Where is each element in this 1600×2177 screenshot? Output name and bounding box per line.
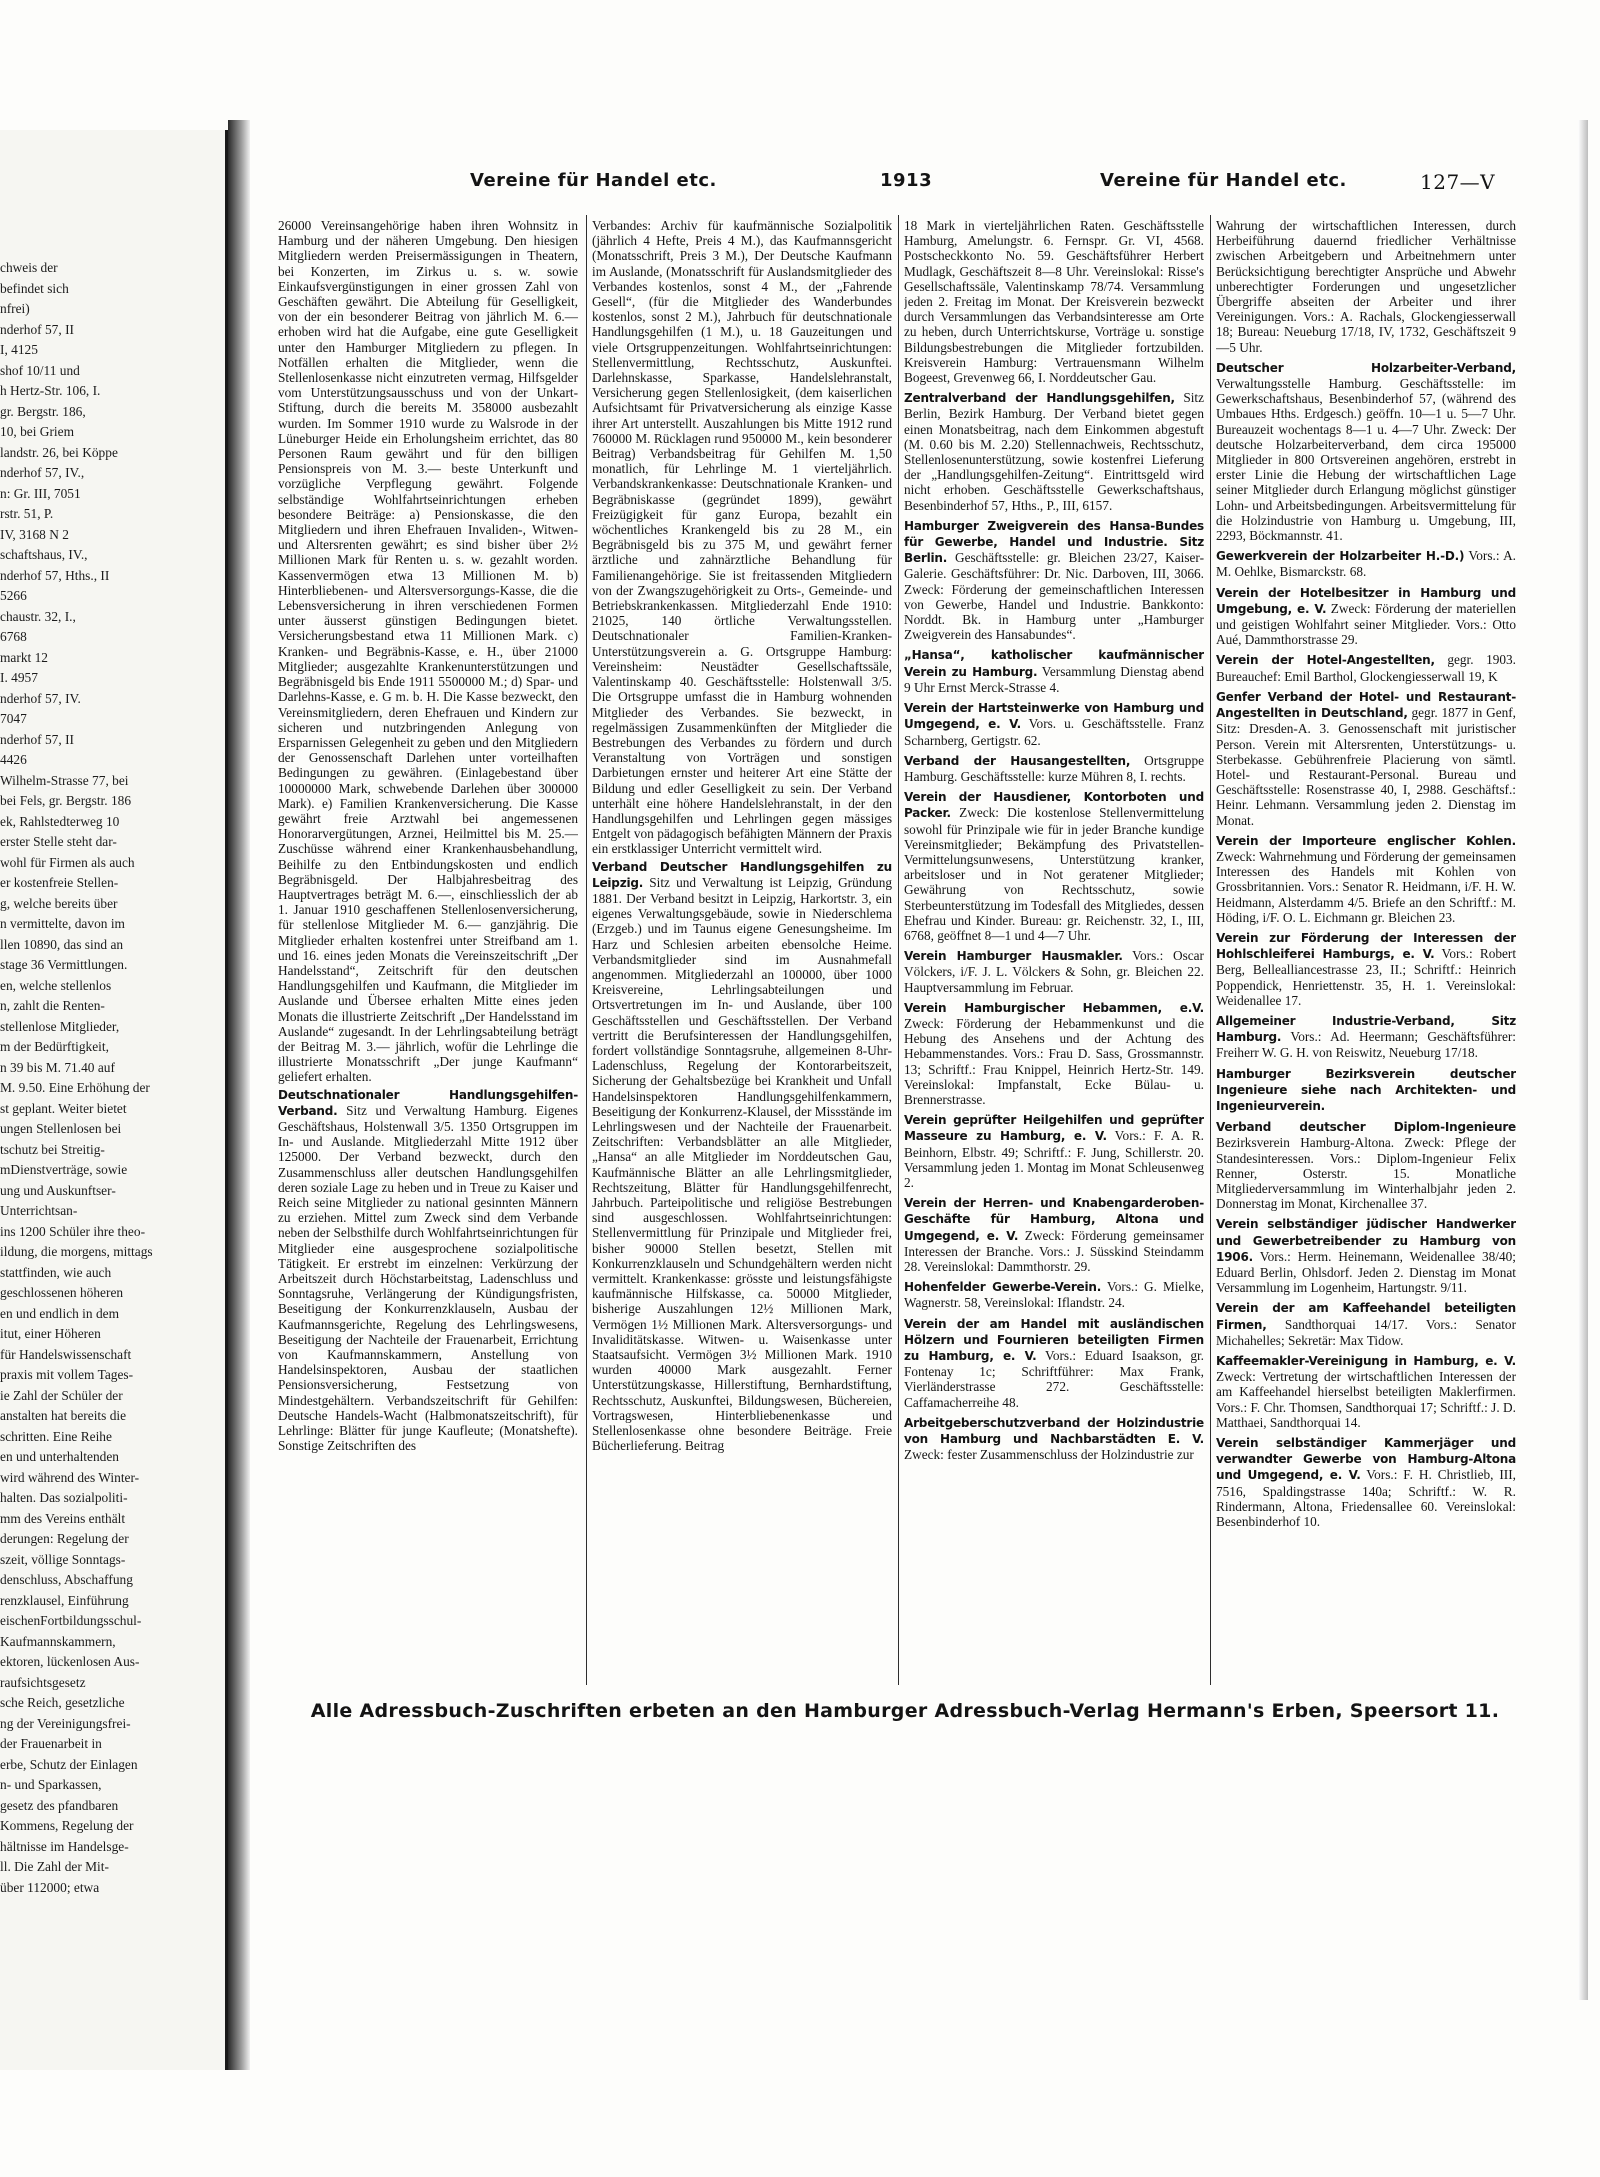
entry-text: Vors.: F. A. R. Beinhorn, Elbstr. 49; Schriftf.: F. Jung, Schillerstr. 20. Versammlung jeden 1. Montag im Monat Schleusenweg 2. [904, 1128, 1204, 1190]
entry-title: Verband der Hausangestellten, [904, 753, 1131, 768]
facing-page-line: ie Zahl der Schüler der [0, 1387, 123, 1403]
entry [1216, 1216, 1516, 1295]
facing-page-line: nderhof 57, IV. [0, 690, 81, 706]
column-rule [586, 215, 587, 1685]
entry-text: Sitz und Verwaltung ist Leipzig, Gründung 1881. Der Verband besitzt in Leipzig, Harkortstr. 3, ein eigenes Verwaltungsgebäude, sowie in Niederschlema (Erzgeb.) und im Taunus eigene Genesungsheime. Im Harz und Schlesien arbeiten ebensolche Heime. Verbandsmitglieder sind im Ausnahmefall angenommen. Mitgliederzahl an 100000, über 1000 Kreisvereine, Lehrlingsabteilungen und Ortsvertretungen im In- und Auslande, über 100 Geschäftsstellen und Geschäftsstellen. Der Verband vertritt die Berufsinteressen der Handlungsgehilfen, fordert vollständige Sonntagsruhe, allgemeinen 8-Uhr-Ladenschluss, Regelung der Kontorarbeitszeit, Sicherung der Gehaltsbezüge bei Krankheit und Unfall Handelsinspektoren Handlungsgehilfenkammern, Beseitigung der Konkurrenz-Klausel, der Missstände im Lehrlingswesen und der Nachteile der Frauenarbeit. Zeitschriften: Verbandsblätter an alle Mitglieder, „Hansa“ an alle Mitglieder im Norddeutschen Gau, Kaufmännische Blätter an alle Lehrlingsmitglieder, Rechtszeitung, Blätter für Handlungsgehilfenrecht, Jahrbuch. Parteipolitische und religiöse Bestrebungen sind ausgeschlossen. Wohlfahrtseinrichtungen: Stellenvermittlung für Prinzipale und Mitglieder frei, bisher 90000 Stellen besetzt, Stellen mit Konkurrenzklauseln und Schundgehältern werden nicht vermittelt. Krankenkasse: grösste und leistungsfähigste kaufmännische Hilfskasse, ca. 50000 Mitglieder, bisherige Auszahlungen 12½ Millionen Mark, Vermögen 1½ Millionen Mark. Altersversorgungs- und Invaliditätskasse. Witwen- u. Waisenkasse unter Staatsaufsicht. Vermögen 3½ Millionen Mark. 1910 wurden 40000 Mark ausgezahlt. Ferner Unterstützungskasse, Hillerstiftung, Bernhardstiftung, Rechtsschutz, Auskunftei, Bildungswesen, Büchereien, Vortragswesen, Hinterbliebenenkasse und Stellenlosenkasse ohne besondere Beiträge. Freie Bücherlieferung. Beitrag [592, 874, 892, 1454]
entry [904, 647, 1204, 695]
facing-page-line: ung und Auskunftser- [0, 1182, 116, 1198]
entry-title: Verein der Hotel-Angestellten, [1216, 653, 1435, 668]
entry-text: 18 Mark in vierteljährlichen Raten. Geschäftsstelle Hamburg, Amelungstr. 6. Fernspr. Gr. VI, 4568. Postscheckkonto No. 59. Geschäftsführer Herbert Mudlagk, Geschäftszeit 8—8 Uhr. Vereinslokal: Risse's Gesellschaftssäle, Valentinskamp 78/74. Versammlung jeden 2. Freitag im Monat. Der Kreisverein bezweckt durch Versammlungen das Verbandsinteresse am Orte zu heben, durch Unterrichtskurse, Vorträge u. sonstige Bildungsbestrebungen die Mitglieder fortzubilden. Kreisverein Hamburg: Vertrauensmann Wilhelm Bogeest, Grevenweg 66, I. Norddeutscher Gau. [904, 218, 1204, 386]
column-rule [898, 215, 899, 1685]
entry-title: Verein der am Handel mit ausländischen Hölzern und Fournieren beteiligten Firmen zu Hamburg, e. V. [904, 1316, 1204, 1364]
facing-page-line: I, 4125 [0, 342, 38, 357]
entry [1216, 689, 1516, 828]
entry-text: Vors. u. Geschäftsstelle. Franz Scharnberg, Gertigstr. 62. [904, 716, 1204, 748]
facing-page-line: g, welche bereits über [0, 895, 118, 911]
facing-page-line: der Frauenarbeit in [0, 1736, 102, 1751]
facing-page-line: llen 10890, das sind an [0, 936, 124, 952]
facing-page-line: sche Reich, gesetzliche [0, 1695, 125, 1710]
running-header [270, 170, 1570, 204]
entry [904, 1279, 1204, 1310]
facing-page-line: Unterrichtsan- [0, 1203, 78, 1218]
entry [1216, 1119, 1516, 1211]
facing-page-line: landstr. 26, bei Köppe [0, 444, 118, 460]
facing-page-line: 7047 [0, 711, 27, 726]
facing-page-line: nderhof 57, IV., [0, 465, 85, 480]
facing-page-line: m der Bedürftigkeit, [0, 1039, 109, 1054]
entry-title: Genfer Verband der Hotel- und Restaurant-Angestellten in Deutschland, [1216, 689, 1516, 721]
facing-page-line: n: Gr. III, 7051 [0, 485, 81, 501]
column-1 [278, 218, 578, 1668]
entry-title: Verein der Herren- und Knabengarderoben-Geschäfte für Hamburg, Altona und Umgegend, e. V. [904, 1196, 1204, 1243]
facing-page-line: bei Fels, gr. Bergstr. 186 [0, 793, 132, 808]
facing-page-line: eischenFortbildungsschul- [0, 1613, 142, 1628]
facing-page-line: n, zahlt die Renten- [0, 998, 105, 1013]
facing-page-line: ll. Die Zahl der Mit- [0, 1859, 109, 1874]
entry-title: Zentralverband der Handlungsgehilfen, [904, 391, 1175, 406]
entry-text: Vors.: Oscar Völckers, i/F. J. L. Völckers & Sohn, gr. Bleichen 22. Hauptversammlung im Februar. [904, 948, 1204, 995]
facing-page-line: wohl für Firmen als auch [0, 854, 135, 870]
facing-page-line: 4426 [0, 752, 27, 767]
entry-title: Verein der Importeure englischer Kohlen. [1216, 833, 1516, 848]
header-right-title: Vereine für Handel etc. [1100, 170, 1347, 191]
entry-text: Bezirksverein Hamburg-Altona. Zweck: Pflege der Standesinteressen. Vors.: Diplom-Ingenieur Felix Renner, Osterstr. 15. Monatliche Mitgliederversammlung im Winterhalbjahr jeden 2. Donnerstag im Monat, Kirchenallee 37. [1216, 1135, 1516, 1212]
entry-title: Hamburger Bezirksverein deutscher Ingenieure siehe nach Architekten- und Ingenieurverein. [1216, 1066, 1516, 1113]
facing-page-line: n vermittelte, davon im [0, 916, 125, 931]
facing-page-line: mm des Vereins enthält [0, 1510, 126, 1526]
entry-title: Gewerkverein der Holzarbeiter H.-D.) [1216, 549, 1465, 564]
facing-page-line: ektoren, lückenlosen Aus- [0, 1654, 140, 1669]
facing-page-line: anstalten hat bereits die [0, 1408, 127, 1423]
facing-page-line: befindet sich [0, 280, 69, 296]
facing-page-line: szeit, völlige Sonntags- [0, 1551, 126, 1567]
facing-page-line: hältnisse im Handelsge- [0, 1838, 129, 1854]
entry [904, 700, 1204, 748]
entry-text: gegr. 1877 in Genf, Sitz: Dresden-A. 3. Genossenschaft mit juristischer Person. Verein mit Altersrenten, Unterstützungs- u. Sterbekasse. Gebührenfreie Placierung von sämtl. Hotel- und Restaurant-Personal. Bureau und Geschäftsstelle: Rosenstrasse 40, I, 2988. Geschäftsf.: Heinr. Lehmann. Versammlung jeden 2. Dienstag im Monat. [1216, 705, 1516, 828]
facing-page-line: 5266 [0, 588, 27, 603]
entry-text: Wahrung der wirtschaftlichen Interessen, durch Herbeiführung dauernd friedlicher Verhältnisse zwischen Arbeitgebern und Arbeitnehmern unter Berücksichtigung berechtigter Ansprüche und Abwehr unberechtigter Forderungen und ungesetzlicher Übergriffe abseiten der Arbeiter und ihrer Vereinigungen. Vors.: A. Rachals, Glockengiesserwall 18; Bureau: Neueburg 17/18, IV, 1732, Geschäftszeit 9—5 Uhr. [1216, 218, 1516, 355]
facing-page-line: en und endlich in dem [0, 1305, 119, 1321]
facing-page-line: nderhof 57, II [0, 731, 74, 747]
facing-page-line: n 39 bis M. 71.40 auf [0, 1059, 115, 1075]
entry [1216, 930, 1516, 1008]
facing-page-line: en, welche stellenlos [0, 977, 112, 993]
facing-page-line: ins 1200 Schüler ihre theo- [0, 1223, 146, 1239]
entry-text: Sitz und Verwaltung Hamburg. Eigenes Geschäftshaus, Holstenwall 3/5. 1350 Ortsgruppen im In- und Auslande. Mitgliederzahl Mitte 1912 über 125000. Der Verband bezweckt, durch den Zusammenschluss aller deutschen Handlungsgehilfen deren soziale Lage zu heben und in Treue zu Kaiser und Reich seine Mitglieder zu national gesinnten Männern zu erziehen. Mittel zum Zweck sind dem Verbande neben der Selbsthilfe durch Wohlfahrtseinrichtungen für Mitglieder eine ausgesprochene sozialpolitische Tätigkeit. Er erstrebt im einzelnen: Verkürzung der Arbeitszeit durch Höchstarbeitstag, Ladenschluss und Sonntagsruhe, Verlängerung der Kündigungsfristen, Beseitigung der Konkurrenzklauseln, Ausbau der Kaufmannsgerichte, Regelung des Lehrlingswesens, Beseitigung der Nachteile der Frauenarbeit, Errichtung von Kaufmannskammern, Anstellung von Handelsinspektoren, Ausbau der staatlichen Pensionsversicherung, Festsetzung von Mindestgehältern. Verbandszeitschrift für Gehilfen: Deutsche Handels-Wacht (Halbmonatszeitschrift), für Lehrlinge: Blätter für junge Kaufleute; (Monatshefte). Sonstige Zeitschriften des [278, 1102, 578, 1454]
entry-title: Hohenfelder Gewerbe-Verein. [904, 1280, 1102, 1295]
book-gutter [228, 120, 250, 2070]
entry-text: Vors.: Ad. Heermann; Geschäftsführer: Freiherr W. G. H. von Reiswitz, Neueburg 17/18. [1216, 1029, 1516, 1061]
entry-title: Verband deutscher Diplom-Ingenieure [1216, 1120, 1516, 1135]
entry [1216, 548, 1516, 579]
entry [278, 1087, 578, 1454]
entry-text: Zweck: Vertretung der wirtschaftlichen Interessen der am Kaffeehandel hierselbst beteiligten Maklerfirmen. Vors.: F. Chr. Thomsen, Sandthorquai 17; Schriftf.: J. D. Matthaei, Sandthorquai 14. [1216, 1369, 1516, 1430]
entry-text: Sandthorquai 14/17. Vors.: Senator Michahelles; Sekretär: Max Tidow. [1216, 1316, 1516, 1348]
entry-text: Sitz Berlin, Bezirk Hamburg. Der Verband bietet gegen einen Monatsbeitrag, nach dem Einkommen abgestuft (M. 0.60 bis M. 2.20) Stellennachweis, Rechtsschutz, Stellenlosenunterstützung, sowie kostenfrei Lieferung der „Handlungsgehilfen-Zeitung“. Eintrittsgeld wird nicht erhoben. Geschäftsstelle Gewerkschaftshaus, Besenbinderhof 57, Hths., P., III, 6157. [904, 390, 1204, 513]
entry [1216, 652, 1516, 683]
facing-page-line: rstr. 51, P. [0, 506, 54, 521]
entry-title: Verein geprüfter Heilgehilfen und geprüfter Masseure zu Hamburg, e. V. [904, 1113, 1204, 1144]
entry-title: Verein selbständiger Kammerjäger und verwandter Gewerbe von Hamburg-Altona und Umgegend, e. V. [1216, 1436, 1516, 1483]
entry-text: Vors.: A. M. Oehlke, Bismarckstr. 68. [1216, 548, 1516, 580]
entry [904, 789, 1204, 943]
entry-title: Verein der Hausdiener, Kontorboten und Packer. [904, 790, 1204, 821]
entry [904, 518, 1204, 643]
entry-title: Allgemeiner Industrie-Verband, Sitz Hamburg. [1216, 1013, 1516, 1045]
column-3 [904, 218, 1204, 1668]
facing-page-line: IV, 3168 N 2 [0, 526, 69, 542]
facing-page-line: ildung, die morgens, mittags [0, 1244, 153, 1259]
page-number: 127—V [1420, 170, 1496, 194]
facing-page-line: stage 36 Vermittlungen. [0, 957, 128, 972]
entry [904, 1195, 1204, 1274]
entry [592, 859, 892, 1454]
facing-page-line: h Hertz-Str. 106, I. [0, 383, 101, 398]
entry [1216, 833, 1516, 925]
header-year: 1913 [880, 170, 933, 191]
column-4 [1216, 218, 1516, 1668]
facing-page-line: Kommens, Regelung der [0, 1818, 134, 1833]
facing-page-line: I. 4957 [0, 670, 38, 685]
entry-text: Vors.: Herm. Heinemann, Weidenallee 38/40; Eduard Berlin, Ohlsdorf. Jeden 2. Dienstag im Monat Versammlung im Logenheim, Hartungstr. 9/11. [1216, 1248, 1516, 1296]
facing-page-line: nfrei) [0, 301, 30, 316]
entry-title: Deutscher Holzarbeiter-Verband, [1216, 360, 1516, 375]
entry-text: Zweck: Förderung der materiellen und geistigen Wohlfahrt seiner Mitglieder. Vors.: Otto Aué, Dammthorstrasse 29. [1216, 600, 1516, 648]
facing-page-line: stattfinden, wie auch [0, 1264, 112, 1280]
facing-page-line: schaftshaus, IV., [0, 547, 88, 562]
facing-page-line: denschluss, Abschaffung [0, 1572, 133, 1587]
facing-page-line: erbe, Schutz der Einlagen [0, 1756, 138, 1772]
facing-page-line: wird während des Winter- [0, 1469, 140, 1485]
entry-text: Versammlung Dienstag abend 9 Uhr Ernst Merck-Strasse 4. [904, 663, 1204, 695]
entry [904, 390, 1204, 513]
entry-text: Zweck: fester Zusammenschluss der Holzindustrie zur [904, 1447, 1194, 1463]
entry [1216, 585, 1516, 648]
column-2 [592, 218, 892, 1668]
entry [904, 753, 1204, 784]
entry [1216, 218, 1516, 355]
entry-text: Geschäftsstelle: gr. Bleichen 23/27, Kaiser-Galerie. Geschäftsführer: Dr. Nic. Darboven, III, 3066. Zweck: Förderung der gemeinschaftlichen Interessen von Gewerbe, Handel und Industrie. Bankkonto: Norddt. Bk. in Hamburg unter „Hamburger Zweigverein des Hansabundes“. [904, 550, 1204, 643]
facing-page-line: st geplant. Weiter bietet [0, 1100, 127, 1116]
facing-page-line: praxis mit vollem Tages- [0, 1367, 134, 1382]
entry [1216, 1353, 1516, 1430]
facing-page-line: Kaufmannskammern, [0, 1633, 116, 1649]
entry-title: Verein selbständiger jüdischer Handwerker und Gewerbetreibender zu Hamburg von 1906. [1216, 1217, 1516, 1264]
facing-page-line: n- und Sparkassen, [0, 1777, 102, 1792]
facing-page-line: itut, einer Höheren [0, 1326, 101, 1341]
facing-page-line: erster Stelle steht dar- [0, 834, 117, 849]
entry [1216, 1435, 1516, 1529]
facing-page-line: Wilhelm-Strasse 77, bei [0, 772, 129, 788]
entry [1216, 1066, 1516, 1115]
entry-title: Arbeitgeberschutzverband der Holzindustrie von Hamburg und Nachbarstädten E. V. [904, 1415, 1204, 1447]
facing-page-line: en und unterhaltenden [0, 1449, 119, 1464]
facing-page-line: ek, Rahlstedterweg 10 [0, 813, 120, 829]
entry [1216, 1300, 1516, 1348]
entry-text: Vors.: G. Mielke, Wagnerstr. 58, Vereinslokal: Iflandstr. 24. [904, 1279, 1204, 1311]
facing-page-line: ungen Stellenlosen bei [0, 1121, 122, 1136]
facing-page-line: gr. Bergstr. 186, [0, 403, 86, 419]
entry [904, 1415, 1204, 1463]
entry-text: Zweck: Die kostenlose Stellenvermittelung sowohl für Prinzipale wie für in jeder Branche kundige Vereinsmitglieder; Bekämpfung des Privatstellen-Vermittelungsunwesens, Unterstützung kranker, arbeitsloser und in Not geratener Mitglieder; Gewährung von Rechtsschutz, sowie Sterbeunterstützung im Todesfall des Mitgliedes, dessen Ehefrau und Kinder. Bureau: gr. Reichenstr. 32, I., III, 6768, geöffnet 8—1 und 4—7 Uhr. [904, 805, 1204, 943]
facing-page-line: chaustr. 32, I., [0, 608, 76, 624]
entry-title: Verein der Hotelbesitzer in Hamburg und Umgebung, e. V. [1216, 585, 1516, 616]
entry-title: Kaffeemakler-Vereinigung in Hamburg, e. V. [1216, 1354, 1516, 1369]
facing-page-line: über 112000; etwa [0, 1879, 100, 1895]
header-left-title: Vereine für Handel etc. [470, 170, 717, 191]
entry-text: Ortsgruppe Hamburg. Geschäftsstelle: kurze Mühren 8, I. rechts. [904, 752, 1204, 784]
entry-text: gegr. 1903. Bureauchef: Emil Barthol, Glockengiesserwall 19, K [1216, 652, 1516, 684]
entry-title: Verband Deutscher Handlungsgehilfen zu Leipzig. [592, 859, 892, 890]
facing-page-line: mDienstverträge, sowie [0, 1162, 128, 1177]
facing-page-line: nderhof 57, Hths., II [0, 567, 110, 583]
entry-title: „Hansa“, katholischer kaufmännischer Verein zu Hamburg. [904, 648, 1204, 679]
facing-page-line: nderhof 57, II [0, 321, 74, 337]
entry-text: Verbandes: Archiv für kaufmännische Sozialpolitik (jährlich 4 Hefte, Preis 4 M.), das Kaufmannsgericht (Monatsschrift, Preis 3 M.), Der Deutsche Kaufmann im Auslande, (Monatsschrift für Auslandsmitglieder des Verbandes kostenlos, sonst 4 M., der „Fahrende Gesell“, (für die Mitglieder des Wanderbundes kostenlos, sonst 2 M.), Jahrbuch für deutschnationale Handlungsgehilfen (1 M.), u. 18 Gauzeitungen und viele Ortsgruppenzeitungen. Wohlfahrtseinrichtungen: Stellenvermittlung, Rechtsschutz, Auskunftei. Darlehnskasse, Sparkasse, Handelslehranstalt, Versicherung gegen Stellenlosigkeit, (dem kaiserlichen Aufsichtsamt für Privatversicherung als einzige Kasse ihrer Art unterstellt. Auszahlungen bis Mitte 1912 rund 760000 M. Rücklagen rund 950000 M., kein besonderer Beitrag) Verbandsbeitrag für Gehilfen M. 1,50 monatlich, für Lehrlinge M. 1 vierteljährlich. Verbandskrankenkasse: Deutschnationale Kranken- und Begräbniskasse (gegründet 1899), gewährt Freizügigkeit für ganz Europa, bezahlt ein wöchentliches Krankengeld bis zu 28 M., ein Begräbnisgeld bis zu 375 M, und gewährt ferner ärztliche und zahnärztliche Behandlung für Familienangehörige. Sie ist freitassenden Mitgliedern von der Zwangszugehörigkeit zu Orts-, Gemeinde- und Betriebskrankenkassen. Mitgliederzahl Ende 1910: 21025, 140 örtliche Verwaltungsstellen. Deutschnationaler Familien-Kranken-Unterstützungsverein a. G. Ortsgruppe Hamburg: Vereinsheim: Neustädter Gesellschaftssäle, Valentinskamp 40. Geschäftsstelle: Holstenwall 3/5. Die Ortsgruppe umfasst die in Hamburg wohnenden Mitglieder des Verbandes. Sie bezweckt, in regelmässigen Zusammenkünften der Mitglieder die Bestrebungen des Verbandes zu fördern und durch Veranstaltung von Vorträgen und sonstigen Darbietungen ernster und heiterer Art eine Stätte der Bildung und edler Geselligkeit zu sein. Der Verband unterhält eine höhere Handelslehranstalt, in der den Handlungsgehilfen und Lehrlingen gegen mässiges Entgelt von pädagogisch befähigten Männern der Praxis ein erstklassiger Unterricht vermittelt wird. [592, 218, 892, 857]
facing-page-line: 6768 [0, 629, 27, 644]
entry [904, 218, 1204, 385]
entry [904, 1112, 1204, 1190]
facing-page-line: er kostenfreie Stellen- [0, 875, 119, 890]
entry-text: Zweck: Wahrnehmung und Förderung der gemeinsamen Interessen des Handels mit Kohlen von Grossbritannien. Vors.: Senator R. Heidmann, i/F. H. W. Heidmann, Alsterdamm 4/5. Briefe an den Schriftf.: M. Höding, i/F. O. L. Eichmann gr. Bleichen 23. [1216, 848, 1516, 925]
facing-page-line: M. 9.50. Eine Erhöhung der [0, 1080, 150, 1095]
entry [904, 1000, 1204, 1107]
facing-page-line: tschutz bei Streitig- [0, 1141, 105, 1157]
facing-page-line: für Handelswissenschaft [0, 1346, 132, 1362]
entry-title: Verein der Hartsteinwerke von Hamburg und Umgegend, e. V. [904, 701, 1204, 732]
entry-text: Vors.: Robert Berg, Bellealliancestrasse 23, II.; Schriftf.: Heinrich Poppendick, Henriettenstr. 35, H. 1. Vereinslokal: Weidenallee 17. [1216, 946, 1516, 1008]
facing-page-line: renzklausel, Einführung [0, 1592, 129, 1608]
entry-title: Deutschnationaler Handlungsgehilfen-Verband. [278, 1087, 578, 1118]
facing-page-line: stellenlose Mitglieder, [0, 1018, 120, 1034]
facing-page-line: shof 10/11 und [0, 362, 80, 378]
facing-page-line: markt 12 [0, 649, 48, 665]
facing-page-line: derungen: Regelung der [0, 1531, 129, 1546]
entry [1216, 360, 1516, 543]
entry-title: Verein zur Förderung der Interessen der Hohlschleiferei Hamburgs, e. V. [1216, 930, 1516, 962]
entry-text: Zweck: Förderung gemeinsamer Interessen der Branche. Vors.: J. Süsskind Steindamm 28. Vereinslokal: Dammthorstr. 29. [904, 1227, 1204, 1274]
entry-title: Verein der am Kaffeehandel beteiligten Firmen, [1216, 1301, 1516, 1332]
facing-page-line: chweis der [0, 260, 58, 275]
entry-text: 26000 Vereinsangehörige haben ihren Wohnsitz in Hamburg und der näheren Umgebung. Den hiesigen Mitgliedern werden Preisermässigungen in Theatern, bei Konzerten, im Zirkus u. s. w. sowie Einkaufsvergünstigungen in einer grossen Zahl von Geschäften gewährt. Die Abteilung für Geselligkeit, von der ein besonderer Beitrag von jährlich M. 6.— erhoben wird hat die Aufgabe, eine gute Geselligkeit unter den Hamburger Mitgliedern zu pflegen. In Notfällen erhalten die Mitglieder, wenn die Stellenlosenkasse nicht einzutreten vermag, Hilfsgelder vom Unterstützungsausschuss und von der Unkart-Stiftung, durch die bereits M. 358000 ausbezahlt wurden. Im Sommer 1910 wurde zu Walsrode in der Lüneburger Heide ein Erholungsheim errichtet, das 80 Personen Raum gewährt und für den billigen Pensionspreis von M. 3.— beste Unterkunft und vorzügliche Verpflegung gewährt. Folgende selbständige Wohlfahrtseinrichtungen erheben besondere Beiträge: a) Pensionskasse, die den Mitgliedern und ihren Ehefrauen Invaliden-, Witwen- und Altersrenten gewährt; es sind bisher über 2½ Millionen Mark für Renten u. s. w. gezahlt worden. Kassenvermögen etwa 13 Millionen M. b) Hinterbliebenen- und Altersversorgungs-Kasse, die die Lebensversicherung in ihren verschiedenen Formen unter äusserst günstigen Bedingungen bietet. Versicherungsbestand etwa 11 Millionen Mark. c) Kranken- und Begräbnis-Kasse, e. H., über 21000 Mitglieder; ausgezahlte Krankenunterstützungen und Begräbnisgeld bis Ende 1911 5500000 M.; d) Spar- und Darlehns-Kasse, e. G m. b. H. Die Kasse bezweckt, den Vereinsmitgliedern, deren Ehefrauen und Kindern zur sicheren und nutzbringenden Anlegung von Ersparnissen Gelegenheit zu geben und den Mitgliedern der Genossenschaft Darlehen unter vorteilhaften Bedingungen zu gewähren. (Einlagebestand über 10000000 Mark, schwebende Darlehen über 300000 Mark). e) Familien Krankenversicherung. Die Kasse gewährt freie Arztwahl bei angemessenen Honorarvergütungen, Arznei, Heilmittel bis M. 25.— Zuschüsse während einer Krankenhausbehandlung, Beihilfe zu den Entbindungskosten und endlich Begräbnisgeld. Der Halbjahresbeitrag des Hauptvertrages beträgt M. 6.—, einschliesslich der ab 1. Januar 1910 geschaffenen Stellenlosenversicherung, für stellenlose Mitglieder M. 6.— ganzjährig. Die Mitglieder erhalten kostenfrei unter Streifband am 1. und 16. eines jeden Monats die Vereinszeitschrift „Der Handelsstand“, Zeitschrift für den deutschen Handlungsgehilfen und Kaufmann, die Mitglieder im Auslande und Übersee erhalten Mitte eines jeden Monats die illustrierte Zeitschrift „Der Handelsstand im Auslande“ zugesandt. In der Lehrlingsabteilung beträgt der Beitrag M. 3.— jährlich, wofür die Lehrlinge die illustrierte Monatsschrift „Der junge Kaufmann“ geliefert erhalten. [278, 218, 578, 1085]
entry-text: Verwaltungsstelle Hamburg. Geschäftsstelle: im Gewerkschaftshaus, Besenbinderhof 57, (während des Umbaues Hths. Erdgesch.) geöffn. 10—1 u. 5—7 Uhr. Bureauzeit wochentags 8—1 u. 4—7 Uhr. Zweck: Der deutsche Holzarbeiterverband, dem circa 195000 Mitglieder in 800 Ortsvereinen angehören, erstrebt in erster Linie die Hebung der wirtschaftlichen Lage seiner Mitglieder durch Erlangung möglichst günstiger Lohn- und Arbeitsbedingungen. Arbeitsvermittelung für die Holzindustrie von Hamburg u. Umgebung, III, 2293, Böckmannstr. 41. [1216, 376, 1516, 544]
facing-page-line: gesetz des pfandbaren [0, 1797, 119, 1813]
facing-page-fragment [0, 130, 228, 2070]
entry [904, 948, 1204, 995]
entry-title: Verein Hamburgischer Hebammen, e.V. [904, 1000, 1204, 1015]
entry [1216, 1013, 1516, 1061]
column-rule [1210, 215, 1211, 1685]
entry-title: Hamburger Zweigverein des Hansa-Bundes für Gewerbe, Handel und Industrie. Sitz Berlin. [904, 518, 1204, 566]
page-edge [1578, 120, 1588, 2000]
facing-page-line: halten. Das sozialpoliti- [0, 1490, 128, 1505]
entry [904, 1316, 1204, 1410]
facing-page-line: raufsichtsgesetz [0, 1674, 86, 1690]
facing-page-line: schritten. Eine Reihe [0, 1428, 112, 1444]
entry-text: Zweck: Förderung der Hebammenkunst und die Hebung des Ansehens und der Achtung des Hebammenstandes. Vors.: Frau D. Sass, Grossmannstr. 13; Schriftf.: Frau Knippel, Heinrich Hertz-Str. 149. Vereinslokal: Impfanstalt, Ecke Bülau- u. Brennerstrasse. [904, 1015, 1204, 1107]
facing-page-line: geschlossenen höheren [0, 1285, 124, 1300]
facing-page-line: 10, bei Griem [0, 424, 75, 439]
facing-page-line: ng der Vereinigungsfrei- [0, 1715, 131, 1731]
entry-text: Vors.: Eduard Isaakson, gr. Fontenay 1c; Schriftführer: Max Frank, Vierländerstrasse 272. Geschäftsstelle: Caffamacherreihe 48. [904, 1348, 1204, 1410]
entry-text: Vors.: F. H. Christlieb, III, 7516, Spaldingstrasse 140a; Schriftf.: W. R. Rindermann, Altona, Friedensallee 60. Vereinslokal: Besenbinderhof 10. [1216, 1467, 1516, 1530]
entry-title: Verein Hamburger Hausmakler. [904, 949, 1123, 964]
footer-notice: Alle Adressbuch-Zuschriften erbeten an den Hamburger Adressbuch-Verlag Hermann's Erben, Speersort 11. [310, 1700, 1500, 1722]
